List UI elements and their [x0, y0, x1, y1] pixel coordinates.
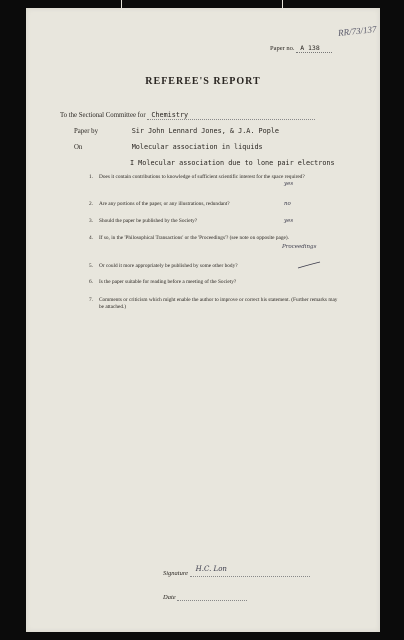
signature-row [163, 565, 310, 577]
answer-4: Proceedings [282, 244, 317, 250]
signature-label: Signature [163, 570, 189, 577]
question-1-text: Does it contain contributions to knowledge of sufficient scientific interest for the space required? [99, 174, 305, 180]
question-3-text: Should the paper be published by the Society? [99, 218, 198, 224]
subject-label: On [74, 144, 83, 151]
page-title: REFEREE'S REPORT [145, 76, 261, 87]
question-4: 4. If so, in the 'Philosophical Transactions' or the 'Proceedings'? (see note on opposite page). [89, 235, 339, 242]
question-5-text: Or could it more appropriately be published by some other body? [99, 263, 238, 269]
question-6-text: Is the paper suitable for reading before a meeting of the Society? [99, 279, 237, 285]
paper-number-value: A 138 [296, 44, 332, 53]
answer-2: no [284, 201, 291, 207]
date-row [163, 593, 247, 601]
question-6: 6. Is the paper suitable for reading before a meeting of the Society? [89, 279, 339, 286]
answer-1: yes [284, 181, 294, 187]
committee-row [60, 111, 315, 120]
question-7-text: Comments or criticism which might enable the author to improve or correct his statement. (Further remarks may be attached.) [99, 297, 338, 310]
archive-reference: RR/73/137 [337, 24, 377, 38]
question-3: 3. Should the paper be published by the Society? [89, 218, 339, 225]
signature-line [190, 565, 310, 577]
paper-number-label: Paper no. [270, 45, 295, 52]
question-2-text: Are any portions of the paper, or any illustrations, redundant? [99, 201, 230, 207]
question-5: 5. Or could it more appropriately be published by some other body? [89, 263, 339, 270]
referee-report-page [26, 8, 380, 632]
author-row [74, 127, 279, 135]
answer-5-dash-mark [296, 260, 322, 270]
subject-value-line2: I Molecular association due to lone pair electrons [130, 159, 335, 167]
question-4-text: If so, in the 'Philosophical Transactions' or the 'Proceedings'? (see note on opposite page). [99, 235, 289, 241]
subject-value-line1: Molecular association in liquids [131, 143, 263, 151]
date-label: Date [163, 594, 176, 601]
author-value: Sir John Lennard Jones, & J.A. Pople [131, 127, 280, 135]
committee-value: Chemistry [147, 111, 315, 120]
subject-row [74, 143, 263, 151]
paper-number [270, 44, 332, 52]
answer-3: yes [284, 218, 294, 224]
question-1: 1. Does it contain contributions to knowledge of sufficient scientific interest for the space required? [89, 174, 339, 181]
question-7: 7. Comments or criticism which might enable the author to improve or correct his statement. (Further remarks may be attached.) [89, 297, 338, 310]
committee-label: To the Sectional Committee for [60, 112, 146, 119]
signature-value: H.C. Lon [195, 565, 227, 573]
subject-row-2 [130, 159, 335, 167]
question-2: 2. Are any portions of the paper, or any illustrations, redundant? [89, 201, 339, 208]
author-label: Paper by [74, 128, 98, 135]
date-line [177, 593, 247, 601]
